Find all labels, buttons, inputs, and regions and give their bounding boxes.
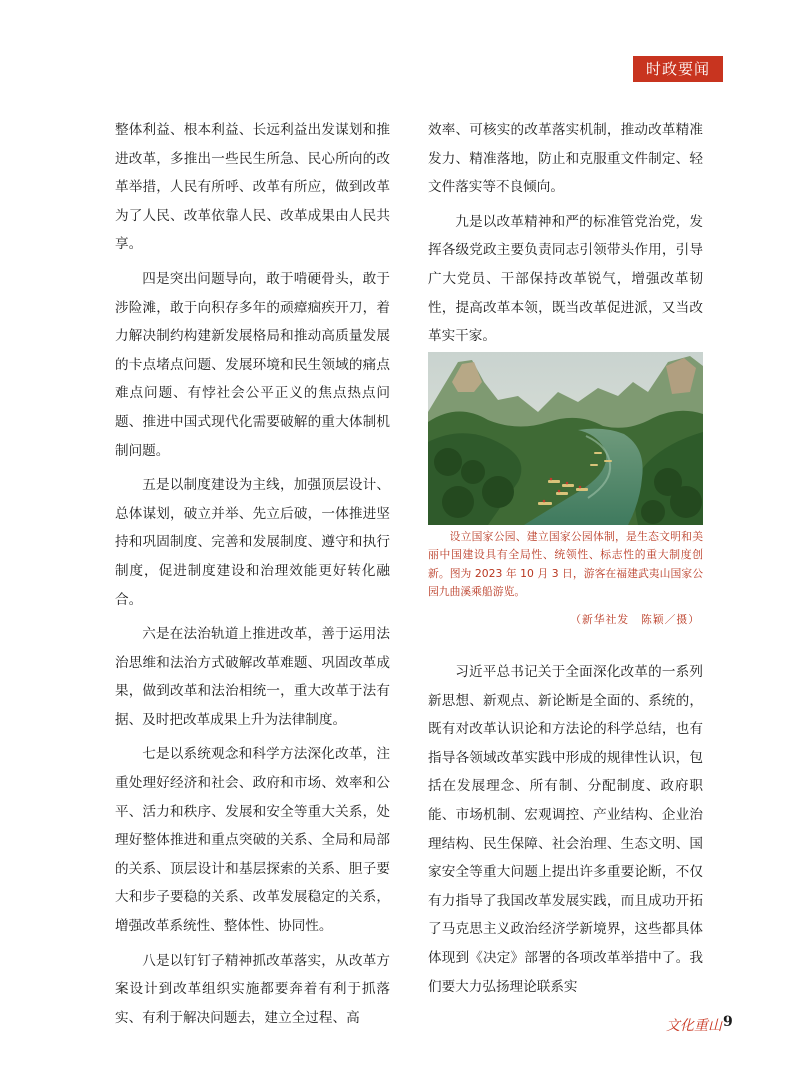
paragraph: 八是以钉钉子精神抓改革落实，从改革方案设计到改革组织实施都要奔着有利于抓落实、有利于解决问题去，建立全过程、高	[115, 952, 390, 1026]
paragraph: 五是以制度建设为主线，加强顶层设计、总体谋划，破立并举、先立后破，一体推进坚持和巩固制度、完善和发展制度、遵守和执行制度，促进制度建设和治理效能更好转化融合。	[115, 477, 390, 608]
paragraph: 四是突出问题导向，敢于啃硬骨头，敢于涉险滩，敢于向积存多年的顽瘴痼疾开刀，着力解决制约构建新发展格局和推动高质量发展的卡点堵点问题、发展环境和民生领域的痛点难点问题、有悖社会公平正义的焦点热点问题、推进中国式现代化需要破解的重大体制机制问题。	[115, 270, 390, 459]
left-column	[115, 116, 390, 1032]
paragraph: 习近平总书记关于全面深化改革的一系列新思想、新观点、新论断是全面的、系统的，既有对改革认识论和方法论的科学总结，也有指导各领域改革实践中形成的规律性认识，包括在发展理念、所有制、分配制度、政府职能、市场机制、宏观调控、产业结构、企业治理结构、民生保障、社会治理、生态文明、国家安全等重大问题上提出许多重要论断，不仅有力指导了我国改革发展实践，而且成功开拓了马克思主义政治经济学新境界，这些都具体体现到《决定》部署的各项改革举措中了。我们要大力弘扬理论联系实	[428, 664, 703, 995]
paragraph: 效率、可核实的改革落实机制，推动改革精准发力、精准落地，防止和克服重文件制定、轻文件落实等不良倾向。	[428, 122, 703, 196]
photo-illustration	[428, 352, 703, 525]
paragraph: 整体利益、根本利益、长远利益出发谋划和推进改革，多推出一些民生所急、民心所向的改革举措，人民有所呼、改革有所应，做到改革为了人民、改革依靠人民、改革成果由人民共享。	[115, 122, 390, 253]
river-landscape-photo	[428, 352, 703, 525]
magazine-logo: 文化重山	[666, 1018, 722, 1034]
right-column-bottom	[428, 658, 703, 1001]
photo-caption	[428, 528, 703, 602]
section-tag: 时政要闻	[633, 56, 723, 82]
paragraph: 九是以改革精神和严的标准管党治党，发挥各级党政主要负责同志引领带头作用，引导广大党员、干部保持改革锐气，增强改革韧性，提高改革本领，既当改革促进派，又当改革实干家。	[428, 213, 703, 345]
photo-credit: （新华社发 陈颖／摄）	[570, 613, 700, 626]
photo-caption-text: 设立国家公园、建立国家公园体制，是生态文明和美丽中国建设具有全局性、统领性、标志性的重大制度创新。图为 2023 年 10 月 3 日，游客在福建武夷山国家公园九曲溪乘船游览。	[428, 530, 703, 599]
paragraph: 六是在法治轨道上推进改革，善于运用法治思维和法治方式破解改革难题、巩固改革成果，做到改革和法治相统一，重大改革于法有据、及时把改革成果上升为法律制度。	[115, 626, 390, 728]
right-column-top	[428, 116, 703, 351]
paragraph: 七是以系统观念和科学方法深化改革，注重处理好经济和社会、政府和市场、效率和公平、活力和秩序、发展和安全等重大关系，处理好整体推进和重点突破的关系、全局和局部的关系、顶层设计和基层探索的关系、胆子要大和步子要稳的关系、改革发展稳定的关系，增强改革系统性、整体性、协同性。	[115, 746, 390, 935]
page-number: 9	[723, 1014, 733, 1030]
